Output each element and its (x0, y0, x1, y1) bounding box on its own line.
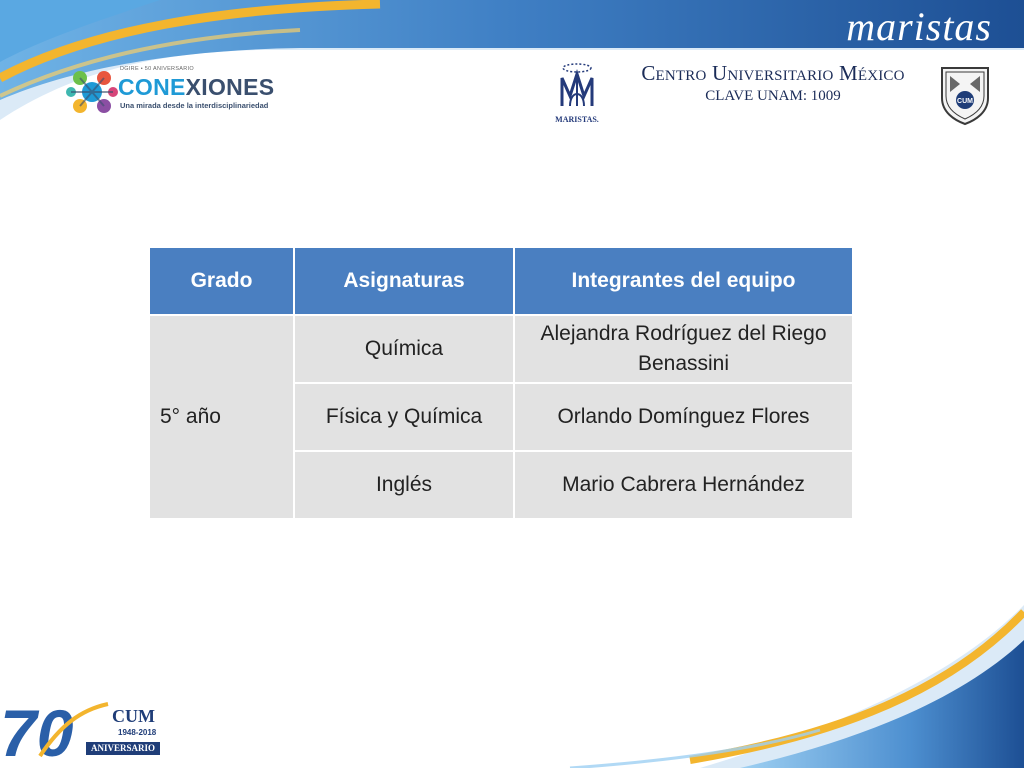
anniversary-number: 70 (0, 696, 74, 760)
conexiones-logo (66, 66, 275, 118)
anniversary-years: 1948-2018 (118, 728, 157, 737)
conexiones-anniversary-text: DGIRE • 50 ANIVERSARIO (120, 66, 194, 72)
maristas-seal-logo (550, 60, 604, 124)
anniversary-monogram: CUM (112, 706, 155, 726)
header-asignaturas: Asignaturas (294, 247, 514, 315)
conexiones-word-part1: CONE (118, 74, 186, 100)
table-header-row (149, 247, 853, 315)
subject-cell: Inglés (294, 451, 514, 519)
maristas-wordmark-logo (782, 4, 1002, 52)
maristas-seal-label: MARISTAS. (555, 115, 599, 124)
conexiones-word-part2: XIONES (185, 74, 275, 100)
conexiones-tagline: Una mirada desde la interdisciplinariedad (120, 101, 269, 110)
team-table (148, 246, 854, 520)
header-integrantes: Integrantes del equipo (514, 247, 853, 315)
members-cell: Orlando Domínguez Flores (514, 383, 853, 451)
crest-monogram: CUM (957, 98, 973, 105)
subject-cell: Física y Química (294, 383, 514, 451)
institution-clave: CLAVE UNAM: 1009 (705, 88, 841, 104)
table-row (149, 315, 853, 383)
maristas-seal-icon (550, 60, 604, 112)
subject-cell: Química (294, 315, 514, 383)
maristas-wordmark-text: maristas (846, 4, 992, 49)
institution-block (614, 61, 932, 105)
conexiones-wordmark (118, 74, 274, 101)
conexiones-emblem-icon (66, 66, 118, 118)
anniversary-logo (0, 696, 170, 760)
grade-cell: 5° año (149, 315, 294, 519)
unam-crest-logo (936, 62, 994, 126)
institution-name: Centro Universitario México (641, 61, 905, 85)
anniversary-label: ANIVERSARIO (86, 742, 160, 755)
members-cell: Mario Cabrera Hernández (514, 451, 853, 519)
members-cell: Alejandra Rodríguez del Riego Benassini (514, 315, 853, 383)
header-grado: Grado (149, 247, 294, 315)
